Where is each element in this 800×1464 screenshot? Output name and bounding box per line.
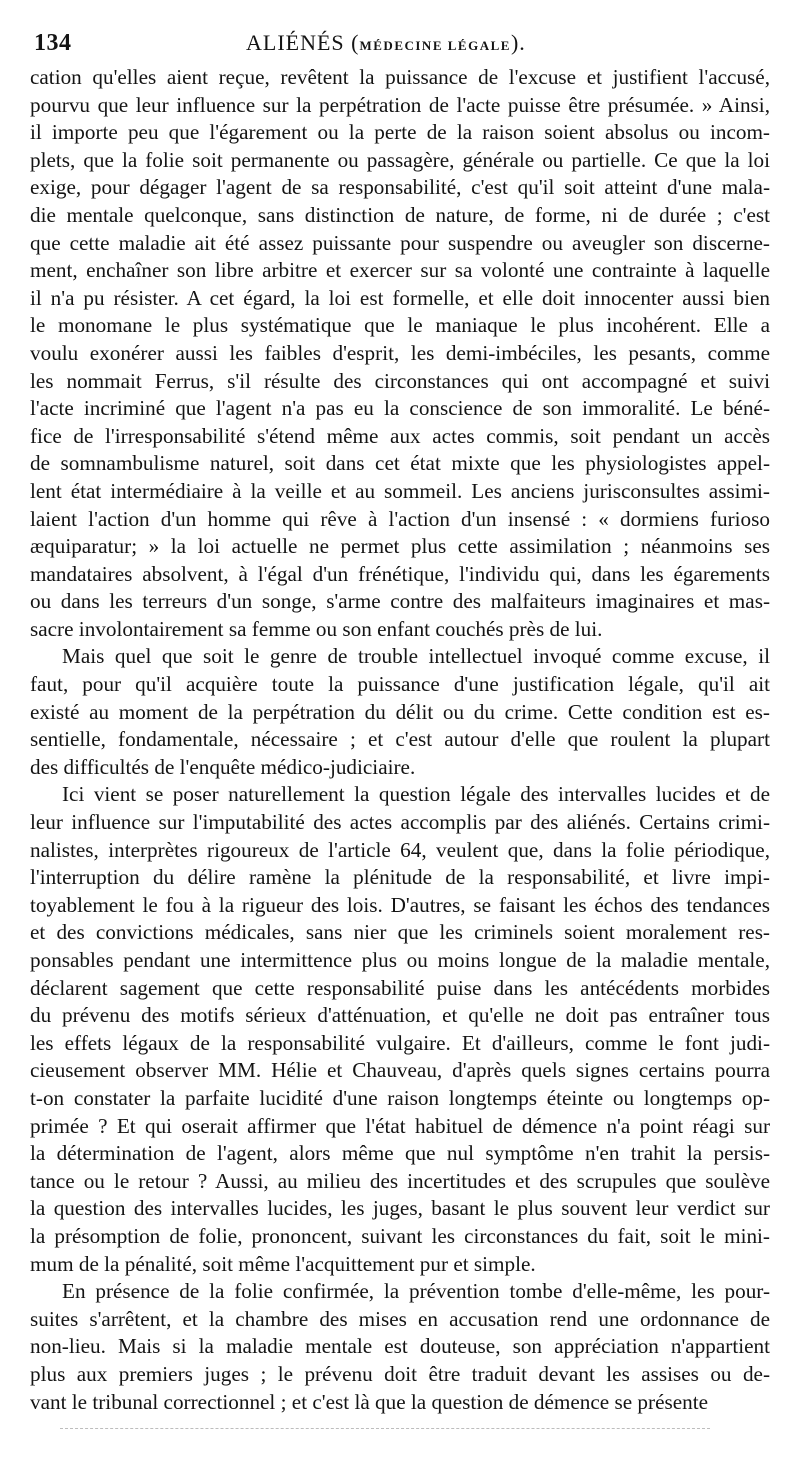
text-line: pourvu que leur influence sur la perpétration de l'acte puisse être présumée. » Ainsi, — [30, 92, 770, 117]
text-line: que cette maladie ait été assez puissante pour suspendre ou aveugler son discerne- — [30, 230, 770, 255]
text-line: Mais quel que soit le genre de trouble intellectuel invoqué comme excuse, il — [62, 644, 770, 669]
header-title — [246, 30, 526, 56]
text-line: faut, pour qu'il acquière toute la puissance d'une justification légale, qu'il ait — [30, 672, 770, 697]
paragraph — [30, 781, 770, 1278]
text-line: suites s'arrêtent, et la chambre des mises en accusation rend une ordonnance de — [30, 1306, 770, 1331]
text-line: la question des intervalles lucides, les juges, basant le plus souvent leur verdict sur — [30, 1196, 770, 1221]
text-line: le monomane le plus systématique que le maniaque le plus incohérent. Elle a — [30, 313, 770, 338]
text-line: la présomption de folie, prononcent, suivant les circonstances du fait, soit le mini- — [30, 1223, 770, 1248]
text-line: les nommait Ferrus, s'il résulte des circonstances qui ont accompagné et suivi — [30, 368, 770, 393]
paragraph — [30, 1278, 770, 1416]
text-line: voulu exonérer aussi les faibles d'esprit, les demi-imbéciles, les pesants, comme — [30, 340, 770, 365]
text-line: mum de la pénalité, soit même l'acquittement pur et simple. — [30, 1251, 536, 1276]
text-line: non-lieu. Mais si la maladie mentale est douteuse, son appréciation n'appartient — [30, 1334, 770, 1359]
text-line: die mentale quelconque, sans distinction de nature, de forme, ni de durée ; c'est — [30, 202, 770, 227]
text-line: Ici vient se poser naturellement la question légale des intervalles lucides et de — [62, 782, 770, 807]
paragraph — [30, 643, 770, 781]
text-line: la détermination de l'agent, alors même que nul symptôme n'en trahit la persis- — [30, 1141, 770, 1166]
text-line: ponsables pendant une intermittence plus ou moins longue de la maladie mentale, — [30, 948, 770, 972]
header-title-main: ALIÉNÉS ( — [246, 30, 360, 55]
text-line: les effets légaux de la responsabilité vulgaire. Et d'ailleurs, comme le font judi- — [30, 1030, 770, 1055]
page-number: 134 — [34, 30, 72, 56]
text-line: cation qu'elles aient reçue, revêtent la puissance de l'excuse et justifient l'accusé, — [30, 65, 770, 89]
text-line: tance ou le retour ? Aussi, au milieu des incertitudes et des scrupules que soulève — [30, 1168, 770, 1193]
text-line: existé au moment de la perpétration du délit ou du crime. Cette condition est es- — [30, 699, 770, 724]
text-line: laient l'action d'un homme qui rêve à l'action d'un insensé : « dormiens furioso — [30, 506, 770, 531]
text-line: exige, pour dégager l'agent de sa responsabilité, c'est qu'il soit atteint d'une mala- — [30, 175, 770, 200]
text-line: ment, enchaîner son libre arbitre et exercer sur sa volonté une contrainte à laquelle — [30, 258, 770, 283]
text-line: et des convictions médicales, sans nier que les criminels soient moralement res- — [30, 920, 770, 945]
text-body — [30, 64, 770, 1416]
text-line: cieusement observer MM. Hélie et Chauveau, d'après quels signes certains pourra — [30, 1058, 770, 1083]
text-line: plus aux premiers juges ; le prévenu doit être traduit devant les assises ou de- — [30, 1361, 770, 1386]
text-line: æquiparatur; » la loi actuelle ne permet plus cette assimilation ; néanmoins ses — [30, 534, 770, 559]
text-line: sacre involontairement sa femme ou son enfant couchés près de lui. — [30, 616, 603, 641]
text-line: du prévenu des motifs sérieux d'atténuation, et qu'elle ne doit pas entraîner tous — [30, 1003, 770, 1028]
text-line: de somnambulisme naturel, soit dans cet état mixte que les physiologistes appel- — [30, 451, 770, 476]
text-line: plets, que la folie soit permanente ou passagère, générale ou partielle. Ce que la loi — [30, 147, 770, 172]
text-line: sentielle, fondamentale, nécessaire ; et c'est autour d'elle que roulent la plupart — [30, 727, 770, 752]
text-line: leur influence sur l'imputabilité des actes accomplis par des aliénés. Certains crimi- — [30, 810, 770, 835]
text-line: l'acte incriminé que l'agent n'a pas eu la conscience de son immoralité. Le béné- — [30, 396, 770, 421]
footer-rule — [60, 1428, 710, 1429]
header-title-close: ). — [510, 30, 526, 55]
text-line: nalistes, interprètes rigoureux de l'article 64, veulent que, dans la folie périodique, — [30, 837, 770, 862]
text-line: vant le tribunal correctionnel ; et c'est là que la question de démence se présente — [30, 1389, 709, 1414]
text-line: primée ? Et qui oserait affirmer que l'état habituel de démence n'a point réagi sur — [30, 1113, 770, 1138]
text-line: il importe peu que l'égarement ou la perte de la raison soient absolus ou incom- — [30, 120, 770, 145]
text-line: déclarent sagement que cette responsabilité puise dans les antécédents morbides — [30, 975, 770, 1000]
running-head — [34, 30, 774, 60]
text-line: toyablement le fou à la rigueur des lois. D'autres, se faisant les échos des tendances — [30, 892, 770, 917]
text-line: l'interruption du délire ramène la plénitude de la responsabilité, et livre impi- — [30, 865, 770, 890]
text-line: des difficultés de l'enquête médico-judiciaire. — [30, 754, 416, 779]
text-line: En présence de la folie confirmée, la prévention tombe d'elle-même, les pour- — [62, 1279, 770, 1304]
text-line: il n'a pu résister. A cet égard, la loi est formelle, et elle doit innocenter aussi bien — [30, 285, 770, 310]
text-line: lent état intermédiaire à la veille et au sommeil. Les anciens jurisconsultes assimi- — [30, 478, 770, 503]
text-line: fice de l'irresponsabilité s'étend même aux actes commis, soit pendant un accès — [30, 423, 770, 448]
paragraph — [30, 64, 770, 643]
header-title-sub: MÉDECINE LÉGALE — [359, 38, 511, 53]
text-line: t-on constater la parfaite lucidité d'une raison longtemps éteinte ou longtemps op- — [30, 1085, 770, 1110]
text-line: ou dans les terreurs d'un songe, s'arme contre des malfaiteurs imaginaires et mas- — [30, 589, 770, 614]
text-line: mandataires absolvent, à l'égal d'un frénétique, l'individu qui, dans les égarements — [30, 561, 770, 586]
